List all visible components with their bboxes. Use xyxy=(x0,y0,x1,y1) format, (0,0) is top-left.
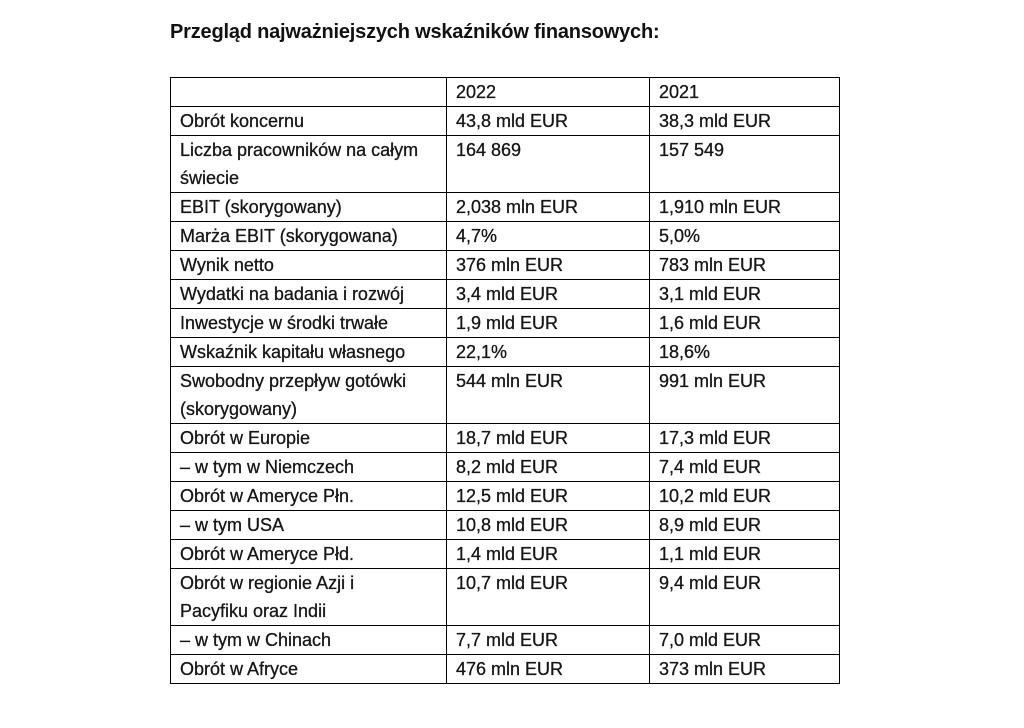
value-2022-cell: 12,5 mld EUR xyxy=(447,482,650,511)
header-row xyxy=(171,78,840,107)
header-label-cell xyxy=(171,78,447,107)
table-row xyxy=(171,222,840,251)
table-row xyxy=(171,251,840,280)
value-2022-cell: 10,8 mld EUR xyxy=(447,511,650,540)
value-2022-cell: 22,1% xyxy=(447,338,650,367)
value-2021-cell: 783 mln EUR xyxy=(650,251,840,280)
value-2022-cell: 8,2 mld EUR xyxy=(447,453,650,482)
value-2022-cell: 164 869 xyxy=(447,136,650,193)
value-2021-cell: 373 mln EUR xyxy=(650,655,840,684)
table-row xyxy=(171,453,840,482)
value-2022-cell: 18,7 mld EUR xyxy=(447,424,650,453)
value-2022-cell: 43,8 mld EUR xyxy=(447,107,650,136)
row-label-cell: Swobodny przepływ gotówki (skorygowany) xyxy=(171,367,447,424)
table-row xyxy=(171,309,840,338)
value-2021-cell: 8,9 mld EUR xyxy=(650,511,840,540)
table-row xyxy=(171,338,840,367)
value-2021-cell: 17,3 mld EUR xyxy=(650,424,840,453)
row-label-cell: – w tym USA xyxy=(171,511,447,540)
value-2021-cell: 9,4 mld EUR xyxy=(650,569,840,626)
page-title: Przegląd najważniejszych wskaźników finansowych: xyxy=(170,21,660,43)
value-2022-cell: 10,7 mld EUR xyxy=(447,569,650,626)
financial-indicators-table xyxy=(170,77,840,684)
value-2021-cell: 18,6% xyxy=(650,338,840,367)
row-label-cell: Wynik netto xyxy=(171,251,447,280)
row-label-cell: EBIT (skorygowany) xyxy=(171,193,447,222)
value-2022-cell: 544 mln EUR xyxy=(447,367,650,424)
header-2021-cell: 2021 xyxy=(650,78,840,107)
table-header xyxy=(171,78,840,107)
value-2021-cell: 38,3 mld EUR xyxy=(650,107,840,136)
row-label-cell: Obrót w Ameryce Płn. xyxy=(171,482,447,511)
row-label-cell: Wydatki na badania i rozwój xyxy=(171,280,447,309)
value-2021-cell: 1,1 mld EUR xyxy=(650,540,840,569)
value-2021-cell: 7,0 mld EUR xyxy=(650,626,840,655)
value-2022-cell: 4,7% xyxy=(447,222,650,251)
value-2022-cell: 2,038 mln EUR xyxy=(447,193,650,222)
value-2022-cell: 476 mln EUR xyxy=(447,655,650,684)
table-row xyxy=(171,107,840,136)
table-row xyxy=(171,136,840,193)
value-2022-cell: 376 mln EUR xyxy=(447,251,650,280)
value-2021-cell: 991 mln EUR xyxy=(650,367,840,424)
value-2021-cell: 157 549 xyxy=(650,136,840,193)
table-row xyxy=(171,367,840,424)
header-2022-cell: 2022 xyxy=(447,78,650,107)
row-label-cell: Obrót koncernu xyxy=(171,107,447,136)
table-row xyxy=(171,569,840,626)
table-row xyxy=(171,280,840,309)
table-row xyxy=(171,626,840,655)
value-2022-cell: 3,4 mld EUR xyxy=(447,280,650,309)
row-label-cell: Obrót w regionie Azji i Pacyfiku oraz Indii xyxy=(171,569,447,626)
value-2022-cell: 7,7 mld EUR xyxy=(447,626,650,655)
value-2021-cell: 7,4 mld EUR xyxy=(650,453,840,482)
row-label-cell: Obrót w Ameryce Płd. xyxy=(171,540,447,569)
row-label-cell: – w tym w Niemczech xyxy=(171,453,447,482)
table-row xyxy=(171,424,840,453)
row-label-cell: Wskaźnik kapitału własnego xyxy=(171,338,447,367)
value-2022-cell: 1,4 mld EUR xyxy=(447,540,650,569)
value-2021-cell: 10,2 mld EUR xyxy=(650,482,840,511)
table-body xyxy=(171,107,840,684)
table-row xyxy=(171,540,840,569)
row-label-cell: – w tym w Chinach xyxy=(171,626,447,655)
value-2021-cell: 1,910 mln EUR xyxy=(650,193,840,222)
value-2021-cell: 1,6 mld EUR xyxy=(650,309,840,338)
value-2021-cell: 5,0% xyxy=(650,222,840,251)
table-row xyxy=(171,193,840,222)
value-2021-cell: 3,1 mld EUR xyxy=(650,280,840,309)
table-row xyxy=(171,482,840,511)
table-row xyxy=(171,655,840,684)
row-label-cell: Marża EBIT (skorygowana) xyxy=(171,222,447,251)
table-row xyxy=(171,511,840,540)
value-2022-cell: 1,9 mld EUR xyxy=(447,309,650,338)
row-label-cell: Liczba pracowników na całym świecie xyxy=(171,136,447,193)
row-label-cell: Inwestycje w środki trwałe xyxy=(171,309,447,338)
row-label-cell: Obrót w Afryce xyxy=(171,655,447,684)
row-label-cell: Obrót w Europie xyxy=(171,424,447,453)
